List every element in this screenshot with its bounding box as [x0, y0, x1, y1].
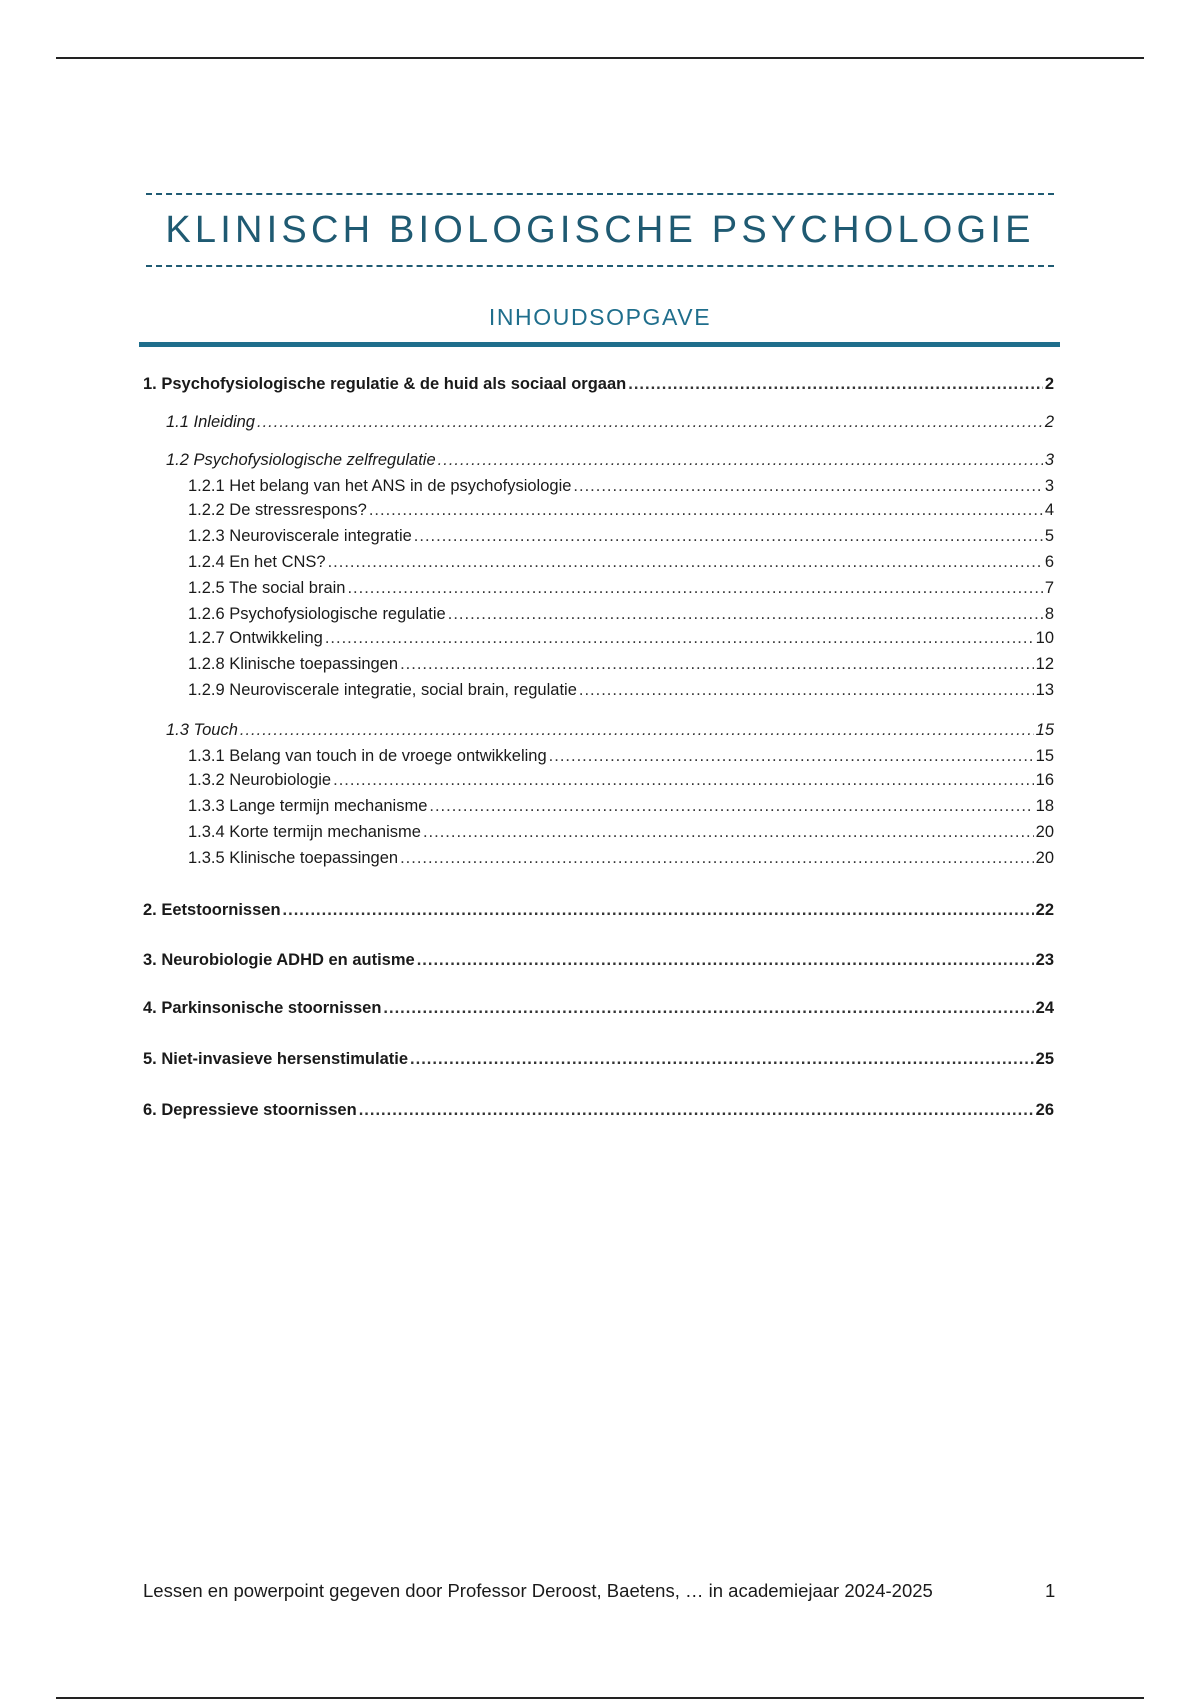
leader-dots	[347, 578, 1042, 598]
leader-dots	[325, 628, 1034, 648]
leader-dots	[333, 770, 1034, 790]
leader-dots	[423, 822, 1034, 842]
toc-entry[interactable]: 1.2.8 Klinische toepassingen ..... 12	[188, 654, 1054, 674]
toc-entry[interactable]: 6. Depressieve stoornissen ..... 26	[143, 1100, 1054, 1120]
leader-dots	[579, 680, 1034, 700]
toc-entry[interactable]: 1.2.7 Ontwikkeling ..... 10	[188, 628, 1054, 648]
toc-entry[interactable]: 1.2 Psychofysiologische zelfregulatie ..... 3	[166, 450, 1054, 470]
footer-rule	[56, 1697, 1144, 1699]
toc-entry[interactable]: 1.2.4 En het CNS? ..... 6	[188, 552, 1054, 572]
toc-entry[interactable]: 3. Neurobiologie ADHD en autisme ..... 23	[143, 950, 1054, 970]
page-number: 1	[1045, 1580, 1056, 1601]
toc-entry[interactable]: 1. Psychofysiologische regulatie & de huid als sociaal orgaan ..... 2	[143, 374, 1054, 394]
document-title: KLINISCH BIOLOGISCHE PSYCHOLOGIE	[165, 208, 1035, 251]
toc-entry[interactable]: 1.3.3 Lange termijn mechanisme ..... 18	[188, 796, 1054, 816]
leader-dots	[438, 450, 1043, 470]
leader-dots	[410, 1049, 1034, 1069]
toc-entry[interactable]: 1.3 Touch ..... 15	[166, 720, 1054, 740]
toc-entry[interactable]: 1.3.5 Klinische toepassingen ..... 20	[188, 848, 1054, 868]
toc-entry[interactable]: 4. Parkinsonische stoornissen ..... 24	[143, 998, 1054, 1018]
toc-entry[interactable]: 5. Niet-invasieve hersenstimulatie ..... 25	[143, 1049, 1054, 1069]
leader-dots	[448, 604, 1043, 624]
footer-text: Lessen en powerpoint gegeven door Professor Deroost, Baetens, … in academiejaar 2024-2025	[143, 1580, 933, 1601]
toc-entry[interactable]: 1.2.9 Neuroviscerale integratie, social brain, regulatie ..... 13	[188, 680, 1054, 700]
leader-dots	[257, 412, 1043, 432]
toc-entry[interactable]: 1.1 Inleiding ..... 2	[166, 412, 1054, 432]
leader-dots	[283, 900, 1034, 920]
leader-dots	[429, 796, 1033, 816]
toc-entry[interactable]: 1.2.6 Psychofysiologische regulatie ..... 8	[188, 604, 1054, 624]
toc-entry[interactable]: 1.3.1 Belang van touch in de vroege ontwikkeling ..... 15	[188, 746, 1054, 766]
leader-dots	[573, 476, 1042, 496]
leader-dots	[400, 848, 1034, 868]
leader-dots	[383, 998, 1033, 1018]
leader-dots	[549, 746, 1034, 766]
leader-dots	[414, 526, 1043, 546]
toc-entry[interactable]: 1.2.2 De stressrespons? ..... 4	[188, 500, 1054, 520]
leader-dots	[369, 500, 1043, 520]
toc-entry[interactable]: 2. Eetstoornissen ..... 22	[143, 900, 1054, 920]
toc-heading: INHOUDSOPGAVE	[488, 304, 712, 330]
leader-dots	[400, 654, 1034, 674]
toc-entry[interactable]: 1.2.3 Neuroviscerale integratie ..... 5	[188, 526, 1054, 546]
leader-dots	[240, 720, 1034, 740]
toc-entry[interactable]: 1.2.5 The social brain ..... 7	[188, 578, 1054, 598]
leader-dots	[328, 552, 1043, 572]
toc-entry[interactable]: 1.3.4 Korte termijn mechanisme ..... 20	[188, 822, 1054, 842]
leader-dots	[359, 1100, 1034, 1120]
toc-entry[interactable]: 1.2.1 Het belang van het ANS in de psychofysiologie ..... 3	[188, 476, 1054, 496]
leader-dots	[628, 374, 1043, 394]
leader-dots	[417, 950, 1034, 970]
toc-entry[interactable]: 1.3.2 Neurobiologie ..... 16	[188, 770, 1054, 790]
